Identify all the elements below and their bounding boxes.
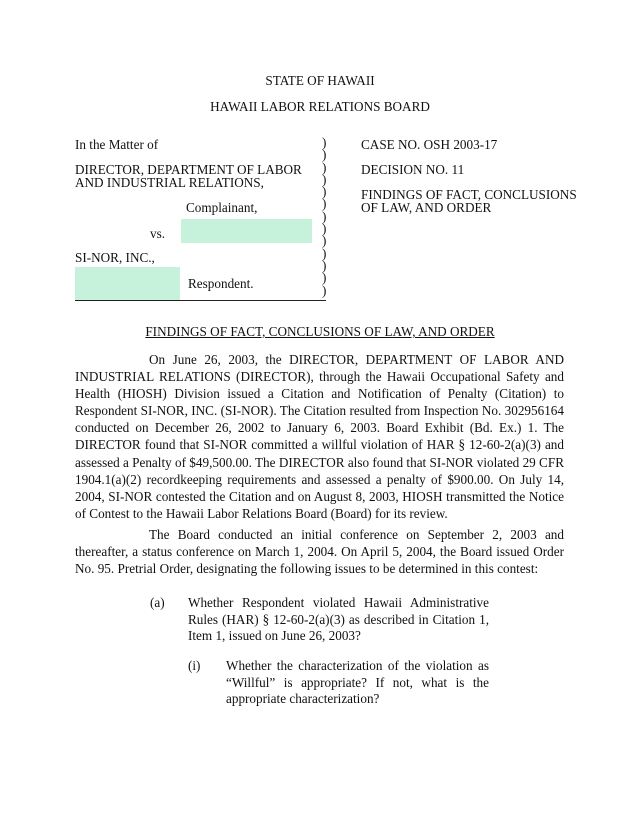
item-line: Rules (HAR) § 12-60-2(a)(3) as described in Citation 1, bbox=[188, 611, 489, 627]
paragraph-line: INDUSTRIAL RELATIONS (DIRECTOR), through the Hawaii Occupational Safety and bbox=[75, 369, 564, 385]
item-line: appropriate characterization? bbox=[226, 691, 380, 707]
board-heading: HAWAII LABOR RELATIONS BOARD bbox=[210, 99, 430, 114]
item-i-text bbox=[226, 658, 489, 708]
complainant-name-line2: AND INDUSTRIAL RELATIONS, bbox=[75, 175, 264, 190]
respondent-name: SI-NOR, INC., bbox=[75, 250, 155, 265]
document-title bbox=[0, 324, 640, 340]
paragraph-line: assessed a Penalty of $49,500.00. The DIRECTOR also found that SI-NOR violated 29 CFR bbox=[75, 454, 564, 470]
item-i-label: (i) bbox=[188, 658, 201, 673]
paragraph-line: Respondent SI-NOR, INC. (SI-NOR). The Citation resulted from Inspection No. 302956164 bbox=[75, 403, 564, 419]
item-line: Item 1, issued on June 26, 2003? bbox=[188, 628, 361, 644]
state-heading: STATE OF HAWAII bbox=[265, 73, 375, 88]
item-line: Whether Respondent violated Hawaii Administrative bbox=[188, 595, 489, 610]
complainant-label: Complainant, bbox=[186, 200, 258, 215]
document-type-line1: FINDINGS OF FACT, CONCLUSIONS bbox=[361, 187, 577, 202]
respondent-label: Respondent. bbox=[188, 276, 254, 291]
redaction-highlight bbox=[181, 219, 312, 243]
paragraph-line: 1904.1(a)(2) recordkeeping requirements and assessed a penalty of $900.00. On July 14, bbox=[75, 471, 564, 487]
decision-number: DECISION NO. 11 bbox=[361, 162, 465, 177]
paragraph-line: 2004, SI-NOR contested the Citation and on August 8, 2003, HIOSH transmitted the Notice bbox=[75, 488, 564, 504]
paragraph-2 bbox=[75, 526, 564, 577]
paragraph-line: On June 26, 2003, the DIRECTOR, DEPARTMENT OF LABOR AND bbox=[149, 352, 564, 367]
caption-parentheses: ) ) ) ) ) ) ) ) ) ) ) ) ) bbox=[322, 135, 327, 298]
complainant-name-line1: DIRECTOR, DEPARTMENT OF LABOR bbox=[75, 162, 302, 177]
paragraph-line: No. 95. Pretrial Order, designating the following issues to be determined in this contest: bbox=[75, 561, 539, 577]
paragraph-1 bbox=[75, 351, 564, 522]
item-a-text bbox=[188, 595, 489, 645]
document-title-text: FINDINGS OF FACT, CONCLUSIONS OF LAW, AND ORDER bbox=[145, 324, 495, 339]
document-type-line2: OF LAW, AND ORDER bbox=[361, 200, 492, 215]
in-matter-label: In the Matter of bbox=[75, 137, 159, 152]
paragraph-line: The Board conducted an initial conference on September 2, 2003 and bbox=[149, 527, 564, 542]
item-a-label: (a) bbox=[150, 595, 165, 610]
paragraph-line: thereafter, a status conference on March 1, 2004. On April 5, 2004, the Board issued Order bbox=[75, 544, 564, 560]
vs-label: vs. bbox=[150, 226, 166, 241]
paragraph-line: Health (HIOSH) Division issued a Citation and Notification of Penalty (Citation) to bbox=[75, 386, 564, 402]
paragraph-line: of Contest to the Hawaii Labor Relations Board (Board) for its review. bbox=[75, 505, 448, 521]
item-line: Whether the characterization of the violation as bbox=[226, 658, 489, 673]
caption-underline bbox=[75, 300, 326, 301]
paragraph-line: conducted on December 26, 2002 to January 6, 2003. Board Exhibit (Bd. Ex.) 1. The bbox=[75, 420, 564, 436]
item-line: “Willful” is appropriate? If not, what is the bbox=[226, 674, 489, 690]
case-number: CASE NO. OSH 2003-17 bbox=[361, 137, 498, 152]
redaction-highlight bbox=[75, 267, 180, 300]
paragraph-line: DIRECTOR found that SI-NOR committed a willful violation of HAR § 12-60-2(a)(3) and bbox=[75, 437, 564, 453]
